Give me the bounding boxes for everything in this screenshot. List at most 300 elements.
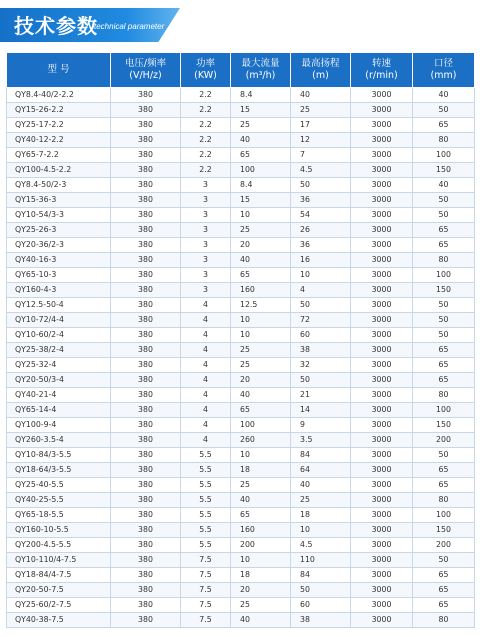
table-cell-diameter: 65 (413, 463, 475, 478)
table-cell-power: 3 (181, 283, 231, 298)
table-cell-diameter: 50 (413, 313, 475, 328)
column-header-model (7, 53, 111, 88)
table-cell-diameter: 80 (413, 613, 475, 628)
table-cell-power: 7.5 (181, 553, 231, 568)
table-cell-power: 5.5 (181, 538, 231, 553)
table-cell-max-head: 21 (291, 388, 351, 403)
table-cell-model: QY10-84/3-5.5 (7, 448, 111, 463)
table-row (7, 478, 475, 493)
table-cell-speed: 3000 (351, 208, 413, 223)
table-cell-max-head: 38 (291, 343, 351, 358)
table-row (7, 598, 475, 613)
table-cell-speed: 3000 (351, 418, 413, 433)
table-cell-model: QY12.5-50-4 (7, 298, 111, 313)
table-cell-speed: 3000 (351, 193, 413, 208)
table-cell-diameter: 200 (413, 433, 475, 448)
table-cell-max-flow: 100 (231, 418, 291, 433)
table-cell-power: 3 (181, 253, 231, 268)
table-cell-model: QY40-25-5.5 (7, 493, 111, 508)
table-cell-max-head: 18 (291, 508, 351, 523)
table-cell-speed: 3000 (351, 313, 413, 328)
table-cell-speed: 3000 (351, 253, 413, 268)
table-row (7, 553, 475, 568)
table-cell-max-flow: 25 (231, 598, 291, 613)
table-cell-diameter: 50 (413, 103, 475, 118)
table-cell-voltage-frequency: 380 (111, 133, 181, 148)
table-cell-max-flow: 40 (231, 388, 291, 403)
column-header-voltage-frequency (111, 53, 181, 88)
table-row (7, 328, 475, 343)
table-row (7, 103, 475, 118)
table-cell-diameter: 65 (413, 238, 475, 253)
table-cell-power: 4 (181, 373, 231, 388)
table-row (7, 148, 475, 163)
table-cell-max-head: 84 (291, 568, 351, 583)
table-cell-voltage-frequency: 380 (111, 253, 181, 268)
table-cell-voltage-frequency: 380 (111, 268, 181, 283)
table-cell-model: QY10-72/4-4 (7, 313, 111, 328)
table-cell-model: QY20-50/3-4 (7, 373, 111, 388)
table-cell-max-flow: 18 (231, 463, 291, 478)
table-row (7, 193, 475, 208)
table-cell-power: 7.5 (181, 568, 231, 583)
table-cell-power: 4 (181, 388, 231, 403)
table-cell-max-head: 7 (291, 148, 351, 163)
table-cell-max-head: 25 (291, 493, 351, 508)
table-row (7, 298, 475, 313)
table-row (7, 133, 475, 148)
table-cell-power: 4 (181, 313, 231, 328)
column-header-speed (351, 53, 413, 88)
table-cell-model: QY65-7-2.2 (7, 148, 111, 163)
table-cell-model: QY15-36-3 (7, 193, 111, 208)
table-header (7, 53, 475, 88)
table-cell-max-head: 60 (291, 598, 351, 613)
column-header-max-flow (231, 53, 291, 88)
table-cell-voltage-frequency: 380 (111, 553, 181, 568)
table-cell-speed: 3000 (351, 613, 413, 628)
table-cell-max-head: 84 (291, 448, 351, 463)
table-cell-max-head: 60 (291, 328, 351, 343)
table-cell-max-head: 9 (291, 418, 351, 433)
table-cell-voltage-frequency: 380 (111, 583, 181, 598)
table-cell-max-head: 50 (291, 178, 351, 193)
table-cell-speed: 3000 (351, 463, 413, 478)
table-cell-max-flow: 10 (231, 313, 291, 328)
table-cell-max-flow: 260 (231, 433, 291, 448)
table-row (7, 433, 475, 448)
table-row (7, 313, 475, 328)
table-cell-power: 5.5 (181, 448, 231, 463)
column-header-label: 最大流量 (241, 58, 280, 69)
table-cell-voltage-frequency: 380 (111, 238, 181, 253)
table-cell-max-head: 16 (291, 253, 351, 268)
table-cell-max-head: 72 (291, 313, 351, 328)
table-cell-speed: 3000 (351, 133, 413, 148)
table-cell-max-head: 110 (291, 553, 351, 568)
table-row (7, 118, 475, 133)
table-cell-voltage-frequency: 380 (111, 373, 181, 388)
table-cell-model: QY160-10-5.5 (7, 523, 111, 538)
table-cell-model: QY40-12-2.2 (7, 133, 111, 148)
table-cell-model: QY25-60/2-7.5 (7, 598, 111, 613)
table-cell-max-head: 4.5 (291, 163, 351, 178)
table-cell-power: 5.5 (181, 523, 231, 538)
table-cell-speed: 3000 (351, 493, 413, 508)
table-cell-max-head: 40 (291, 478, 351, 493)
table-row (7, 508, 475, 523)
table-cell-speed: 3000 (351, 478, 413, 493)
parameter-table (6, 52, 475, 628)
table-cell-power: 4 (181, 418, 231, 433)
table-cell-speed: 3000 (351, 118, 413, 133)
table-cell-max-flow: 65 (231, 403, 291, 418)
table-cell-model: QY40-16-3 (7, 253, 111, 268)
table-cell-max-head: 4.5 (291, 538, 351, 553)
table-cell-max-flow: 10 (231, 448, 291, 463)
table-cell-max-head: 50 (291, 373, 351, 388)
table-cell-max-flow: 200 (231, 538, 291, 553)
table-cell-model: QY100-4.5-2.2 (7, 163, 111, 178)
table-cell-power: 5.5 (181, 508, 231, 523)
table-cell-max-head: 32 (291, 358, 351, 373)
table-cell-model: QY25-38/2-4 (7, 343, 111, 358)
table-cell-diameter: 65 (413, 118, 475, 133)
table-cell-voltage-frequency: 380 (111, 433, 181, 448)
table-row (7, 253, 475, 268)
table-row (7, 373, 475, 388)
table-cell-voltage-frequency: 380 (111, 463, 181, 478)
table-cell-voltage-frequency: 380 (111, 598, 181, 613)
table-cell-max-flow: 160 (231, 283, 291, 298)
table-cell-max-head: 17 (291, 118, 351, 133)
column-header-unit: (m) (312, 70, 329, 81)
table-cell-speed: 3000 (351, 268, 413, 283)
table-cell-model: QY25-26-3 (7, 223, 111, 238)
table-cell-voltage-frequency: 380 (111, 343, 181, 358)
table-cell-max-flow: 8.4 (231, 178, 291, 193)
table-cell-voltage-frequency: 380 (111, 478, 181, 493)
table-cell-power: 3 (181, 268, 231, 283)
table-row (7, 208, 475, 223)
table-cell-max-flow: 10 (231, 208, 291, 223)
table-row (7, 583, 475, 598)
table-cell-model: QY25-32-4 (7, 358, 111, 373)
table-row (7, 493, 475, 508)
table-cell-power: 2.2 (181, 103, 231, 118)
table-cell-power: 3 (181, 178, 231, 193)
table-cell-model: QY65-14-4 (7, 403, 111, 418)
table-cell-max-head: 12 (291, 133, 351, 148)
table-row (7, 568, 475, 583)
table-cell-max-flow: 25 (231, 223, 291, 238)
table-cell-diameter: 50 (413, 193, 475, 208)
table-cell-max-flow: 40 (231, 493, 291, 508)
table-cell-model: QY100-9-4 (7, 418, 111, 433)
column-header-label: 口径 (433, 58, 453, 69)
table-row (7, 448, 475, 463)
table-cell-model: QY160-4-3 (7, 283, 111, 298)
table-cell-power: 5.5 (181, 478, 231, 493)
table-cell-max-flow: 25 (231, 343, 291, 358)
table-cell-diameter: 65 (413, 343, 475, 358)
table-cell-diameter: 100 (413, 268, 475, 283)
table-row (7, 403, 475, 418)
table-cell-max-head: 50 (291, 583, 351, 598)
table-cell-max-head: 10 (291, 523, 351, 538)
table-cell-voltage-frequency: 380 (111, 613, 181, 628)
table-cell-speed: 3000 (351, 343, 413, 358)
table-row (7, 223, 475, 238)
table-cell-speed: 3000 (351, 103, 413, 118)
table-cell-speed: 3000 (351, 598, 413, 613)
table-cell-voltage-frequency: 380 (111, 538, 181, 553)
table-cell-max-flow: 65 (231, 148, 291, 163)
table-cell-max-flow: 40 (231, 613, 291, 628)
table-cell-voltage-frequency: 380 (111, 403, 181, 418)
table-cell-model: QY18-84/4-7.5 (7, 568, 111, 583)
table-cell-voltage-frequency: 380 (111, 103, 181, 118)
table-cell-max-flow: 40 (231, 253, 291, 268)
table-cell-voltage-frequency: 380 (111, 193, 181, 208)
table-cell-diameter: 65 (413, 358, 475, 373)
table-cell-max-flow: 100 (231, 163, 291, 178)
table-cell-voltage-frequency: 380 (111, 88, 181, 103)
table-cell-speed: 3000 (351, 523, 413, 538)
table-cell-max-head: 36 (291, 238, 351, 253)
table-cell-voltage-frequency: 380 (111, 328, 181, 343)
table-cell-power: 4 (181, 298, 231, 313)
table-cell-model: QY18-64/3-5.5 (7, 463, 111, 478)
table-cell-diameter: 150 (413, 418, 475, 433)
table-cell-max-flow: 10 (231, 328, 291, 343)
table-cell-voltage-frequency: 380 (111, 523, 181, 538)
table-cell-speed: 3000 (351, 283, 413, 298)
table-cell-diameter: 65 (413, 223, 475, 238)
table-cell-max-flow: 25 (231, 118, 291, 133)
column-header-label: 最高扬程 (301, 58, 340, 69)
table-cell-max-flow: 15 (231, 103, 291, 118)
table-cell-voltage-frequency: 380 (111, 283, 181, 298)
table-cell-speed: 3000 (351, 568, 413, 583)
table-cell-max-flow: 65 (231, 508, 291, 523)
table-cell-diameter: 65 (413, 568, 475, 583)
table-cell-speed: 3000 (351, 298, 413, 313)
table-cell-max-head: 64 (291, 463, 351, 478)
table-cell-speed: 3000 (351, 238, 413, 253)
table-row (7, 613, 475, 628)
table-cell-max-flow: 20 (231, 238, 291, 253)
table-cell-max-flow: 160 (231, 523, 291, 538)
table-cell-voltage-frequency: 380 (111, 298, 181, 313)
table-cell-voltage-frequency: 380 (111, 358, 181, 373)
table-row (7, 343, 475, 358)
table-cell-speed: 3000 (351, 583, 413, 598)
table-cell-speed: 3000 (351, 403, 413, 418)
table-cell-diameter: 100 (413, 508, 475, 523)
table-cell-max-flow: 40 (231, 133, 291, 148)
table-cell-voltage-frequency: 380 (111, 313, 181, 328)
table-cell-voltage-frequency: 380 (111, 388, 181, 403)
table-cell-diameter: 100 (413, 403, 475, 418)
table-cell-max-head: 3.5 (291, 433, 351, 448)
table-cell-power: 5.5 (181, 463, 231, 478)
table-cell-power: 2.2 (181, 118, 231, 133)
table-cell-diameter: 150 (413, 163, 475, 178)
table-cell-diameter: 65 (413, 598, 475, 613)
table-cell-model: QY25-40-5.5 (7, 478, 111, 493)
table-cell-diameter: 200 (413, 538, 475, 553)
column-header-unit: (V/H/z) (129, 70, 162, 81)
column-header-label: 型 号 (47, 64, 70, 75)
table-cell-power: 7.5 (181, 613, 231, 628)
table-cell-diameter: 65 (413, 478, 475, 493)
table-cell-voltage-frequency: 380 (111, 178, 181, 193)
table-cell-speed: 3000 (351, 553, 413, 568)
column-header-unit: (mm) (430, 70, 457, 81)
column-header-unit: (KW) (194, 70, 217, 81)
table-cell-speed: 3000 (351, 388, 413, 403)
table-cell-max-flow: 10 (231, 553, 291, 568)
table-cell-diameter: 80 (413, 388, 475, 403)
table-cell-model: QY20-36/2-3 (7, 238, 111, 253)
column-header-label: 功率 (195, 58, 215, 69)
table-row (7, 418, 475, 433)
page-subtitle: technical parameter (94, 22, 165, 31)
table-body (7, 88, 475, 628)
table-cell-diameter: 150 (413, 523, 475, 538)
column-header-label: 转速 (371, 58, 391, 69)
table-cell-power: 4 (181, 343, 231, 358)
column-header-label: 电压/频率 (124, 58, 167, 69)
table-cell-model: QY40-38-7.5 (7, 613, 111, 628)
table-row (7, 88, 475, 103)
table-row (7, 178, 475, 193)
table-cell-diameter: 50 (413, 448, 475, 463)
table-cell-model: QY40-21-4 (7, 388, 111, 403)
table-cell-max-head: 25 (291, 103, 351, 118)
table-cell-model: QY10-60/2-4 (7, 328, 111, 343)
table-cell-max-flow: 8.4 (231, 88, 291, 103)
table-row (7, 538, 475, 553)
table-row (7, 283, 475, 298)
table-cell-speed: 3000 (351, 508, 413, 523)
table-cell-voltage-frequency: 380 (111, 508, 181, 523)
column-header-unit: (r/min) (365, 70, 398, 81)
table-cell-diameter: 40 (413, 178, 475, 193)
table-cell-power: 7.5 (181, 583, 231, 598)
table-cell-speed: 3000 (351, 328, 413, 343)
table-cell-diameter: 65 (413, 373, 475, 388)
table-row (7, 523, 475, 538)
table-row (7, 358, 475, 373)
table-cell-power: 7.5 (181, 598, 231, 613)
table-cell-power: 5.5 (181, 493, 231, 508)
table-cell-speed: 3000 (351, 538, 413, 553)
table-cell-diameter: 65 (413, 583, 475, 598)
table-cell-max-head: 38 (291, 613, 351, 628)
table-cell-model: QY8.4-40/2-2.2 (7, 88, 111, 103)
table-cell-diameter: 50 (413, 208, 475, 223)
table-cell-voltage-frequency: 380 (111, 448, 181, 463)
table-cell-voltage-frequency: 380 (111, 118, 181, 133)
table-cell-voltage-frequency: 380 (111, 223, 181, 238)
table-cell-power: 4 (181, 328, 231, 343)
column-header-power (181, 53, 231, 88)
table-cell-diameter: 50 (413, 328, 475, 343)
table-cell-speed: 3000 (351, 88, 413, 103)
table-cell-model: QY260-3.5-4 (7, 433, 111, 448)
table-cell-power: 3 (181, 223, 231, 238)
table-cell-max-flow: 20 (231, 583, 291, 598)
table-cell-diameter: 150 (413, 283, 475, 298)
table-cell-model: QY200-4.5-5.5 (7, 538, 111, 553)
table-cell-diameter: 50 (413, 298, 475, 313)
table-cell-voltage-frequency: 380 (111, 418, 181, 433)
table-cell-power: 2.2 (181, 163, 231, 178)
column-header-max-head (291, 53, 351, 88)
page-header (0, 0, 480, 38)
table-row (7, 463, 475, 478)
table-cell-diameter: 100 (413, 148, 475, 163)
table-cell-diameter: 50 (413, 553, 475, 568)
table-cell-speed: 3000 (351, 448, 413, 463)
table-cell-speed: 3000 (351, 163, 413, 178)
table-cell-power: 4 (181, 403, 231, 418)
table-cell-max-head: 36 (291, 193, 351, 208)
table-cell-max-head: 50 (291, 298, 351, 313)
table-cell-model: QY65-10-3 (7, 268, 111, 283)
table-cell-power: 4 (181, 433, 231, 448)
table-cell-speed: 3000 (351, 223, 413, 238)
table-cell-max-flow: 20 (231, 373, 291, 388)
table-cell-power: 4 (181, 358, 231, 373)
table-cell-diameter: 80 (413, 253, 475, 268)
table-cell-speed: 3000 (351, 358, 413, 373)
table-cell-max-flow: 25 (231, 358, 291, 373)
column-header-diameter (413, 53, 475, 88)
table-cell-model: QY10-54/3-3 (7, 208, 111, 223)
table-cell-max-flow: 65 (231, 268, 291, 283)
table-cell-model: QY20-50-7.5 (7, 583, 111, 598)
table-cell-max-head: 10 (291, 268, 351, 283)
table-cell-max-flow: 15 (231, 193, 291, 208)
table-cell-speed: 3000 (351, 433, 413, 448)
table-cell-voltage-frequency: 380 (111, 148, 181, 163)
table-cell-speed: 3000 (351, 178, 413, 193)
table-cell-model: QY65-18-5.5 (7, 508, 111, 523)
table-cell-max-head: 54 (291, 208, 351, 223)
table-cell-model: QY10-110/4-7.5 (7, 553, 111, 568)
table-cell-voltage-frequency: 380 (111, 163, 181, 178)
table-cell-max-flow: 18 (231, 568, 291, 583)
table-row (7, 238, 475, 253)
table-cell-power: 2.2 (181, 88, 231, 103)
table-cell-max-flow: 12.5 (231, 298, 291, 313)
table-cell-diameter: 40 (413, 88, 475, 103)
table-cell-speed: 3000 (351, 373, 413, 388)
table-row (7, 163, 475, 178)
table-cell-power: 3 (181, 208, 231, 223)
table-cell-power: 3 (181, 238, 231, 253)
table-row (7, 388, 475, 403)
table-cell-power: 2.2 (181, 133, 231, 148)
table-cell-max-flow: 25 (231, 478, 291, 493)
page-title: 技术参数 (14, 14, 98, 38)
table-row (7, 268, 475, 283)
table-cell-voltage-frequency: 380 (111, 208, 181, 223)
table-cell-max-head: 4 (291, 283, 351, 298)
